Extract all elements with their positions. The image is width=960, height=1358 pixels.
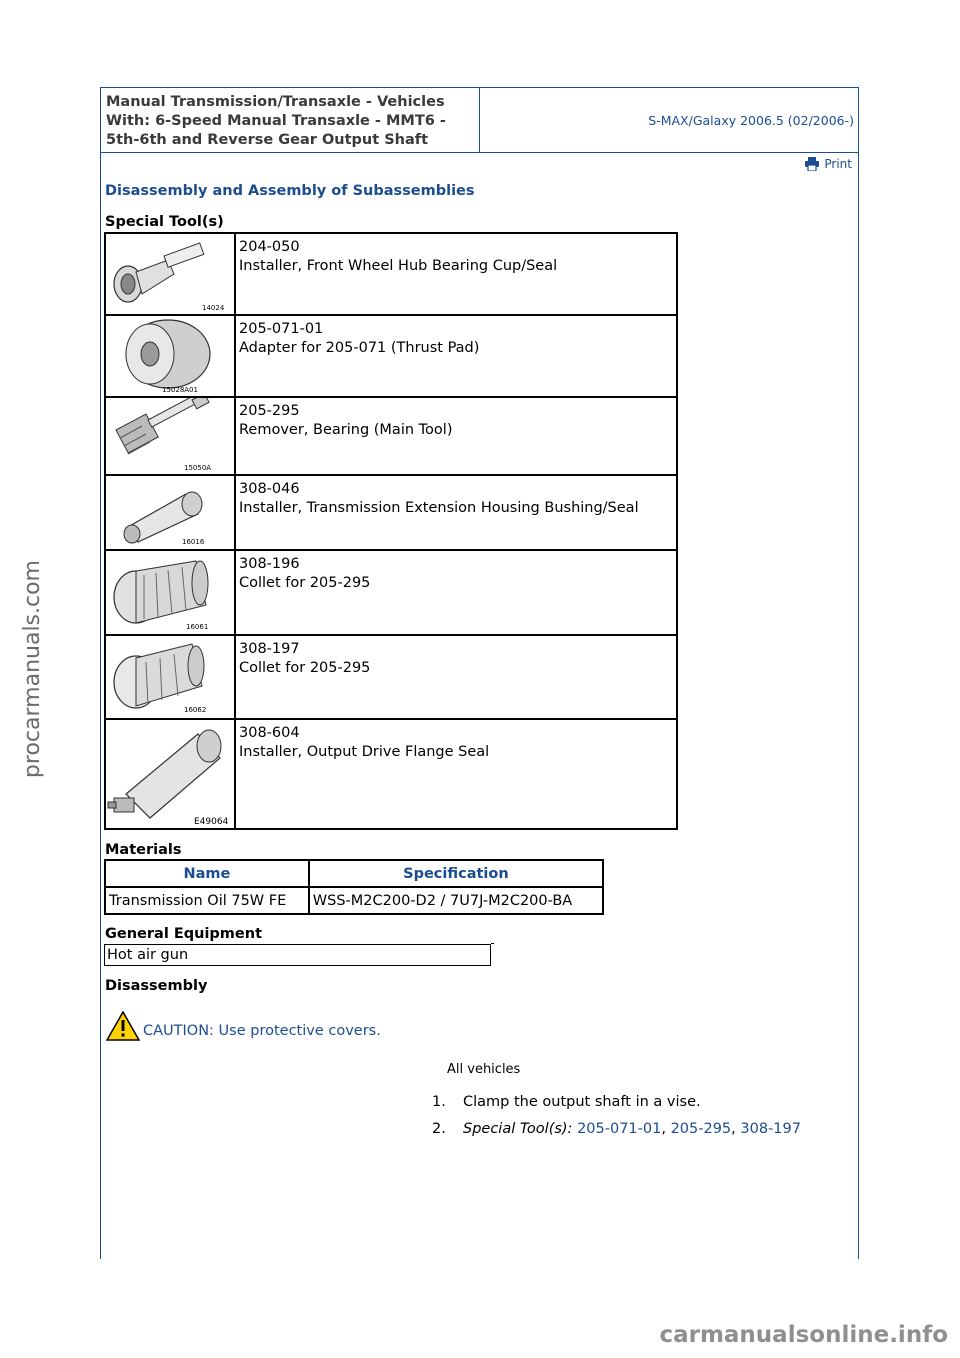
tool-image-cell	[105, 475, 235, 550]
tool-link-205-295[interactable]: 205-295	[670, 1120, 732, 1137]
tool-description-cell	[235, 475, 677, 550]
column-header-specification: Specification	[309, 860, 603, 887]
material-specification: WSS-M2C200-D2 / 7U7J-M2C200-BA	[309, 887, 603, 914]
materials-table	[104, 859, 604, 915]
tool-link-205-071-01[interactable]: 205-071-01	[577, 1120, 662, 1137]
side-watermark-text: procarmanuals.com	[20, 560, 45, 779]
caution-text: CAUTION: Use protective covers.	[143, 1023, 381, 1039]
tool-image-cell	[105, 719, 235, 829]
tool-description: Adapter for 205-071 (Thrust Pad)	[239, 340, 480, 356]
table-row	[105, 475, 677, 550]
table-row	[105, 719, 677, 829]
tool-description-cell	[235, 719, 677, 829]
tool-description: Installer, Front Wheel Hub Bearing Cup/Seal	[239, 258, 558, 274]
special-tools-heading: Special Tool(s)	[105, 214, 224, 230]
seal-installer-tool-icon	[106, 720, 234, 828]
tool-code: 308-196	[239, 556, 300, 572]
tool-description: Installer, Transmission Extension Housing Bushing/Seal	[239, 500, 639, 516]
tool-code: 204-050	[239, 239, 300, 255]
tool-description-cell	[235, 635, 677, 719]
side-watermark	[20, 560, 50, 780]
step-number: 1.	[432, 1093, 446, 1110]
table-row	[105, 635, 677, 719]
special-tools-table	[104, 232, 678, 830]
print-button[interactable]	[804, 157, 852, 171]
print-label: Print	[824, 157, 852, 171]
caution-note	[106, 1011, 381, 1041]
printer-icon	[804, 157, 820, 171]
svg-text:E49064: E49064	[194, 817, 229, 827]
tool-code: 308-604	[239, 725, 300, 741]
step-list	[432, 1088, 801, 1142]
tool-image-cell	[105, 635, 235, 719]
title-line-2: With: 6-Speed Manual Transaxle - MMT6 -	[106, 113, 446, 129]
bearing-remover-tool-icon	[106, 398, 234, 474]
tool-image-cell	[105, 315, 235, 397]
title-line-1: Manual Transmission/Transaxle - Vehicles	[106, 94, 445, 110]
step-1	[432, 1088, 801, 1115]
step-number: 2.	[432, 1120, 446, 1137]
title-line-3: 5th-6th and Reverse Gear Output Shaft	[106, 132, 429, 148]
svg-text:16016: 16016	[182, 538, 205, 546]
tool-code: 205-071-01	[239, 321, 324, 337]
table-row	[105, 233, 677, 315]
material-name: Transmission Oil 75W FE	[105, 887, 309, 914]
warning-triangle-icon	[106, 1011, 140, 1041]
tool-description-cell	[235, 315, 677, 397]
table-row	[105, 315, 677, 397]
step-2: 2. Special Tool(s): 205-071-01 , 205-295 , 308-197	[432, 1120, 801, 1137]
svg-text:14024: 14024	[202, 304, 225, 312]
svg-text:16061: 16061	[186, 623, 209, 631]
section-title: Disassembly and Assembly of Subassemblies	[105, 183, 475, 199]
tool-description: Collet for 205-295	[239, 575, 371, 591]
tool-link-308-197[interactable]: 308-197	[740, 1120, 801, 1137]
disassembly-heading: Disassembly	[105, 978, 208, 994]
bushing-installer-tool-icon	[106, 476, 234, 548]
tool-description-cell	[235, 550, 677, 635]
vehicle-label: S-MAX/Galaxy 2006.5 (02/2006-)	[648, 112, 854, 128]
tool-description-cell	[235, 233, 677, 315]
table-row	[105, 887, 603, 914]
tool-image-cell	[105, 397, 235, 475]
tool-code: 308-197	[239, 641, 300, 657]
hub-installer-tool-icon	[106, 234, 234, 314]
step-text: Clamp the output shaft in a vise.	[463, 1093, 701, 1110]
column-header-name: Name	[105, 860, 309, 887]
materials-heading: Materials	[105, 842, 182, 858]
step-label: Special Tool(s):	[463, 1120, 573, 1137]
equipment-item: Hot air gun	[104, 944, 491, 966]
general-equipment-heading: General Equipment	[105, 926, 263, 942]
document-title	[101, 88, 480, 152]
tool-image-cell	[105, 550, 235, 635]
collet-tool-icon	[106, 636, 234, 716]
collet-tool-icon	[106, 551, 234, 633]
table-row	[105, 397, 677, 475]
thrust-pad-adapter-icon	[106, 316, 234, 396]
table-edge	[491, 943, 494, 944]
tool-description: Collet for 205-295	[239, 660, 371, 676]
tool-code: 205-295	[239, 403, 300, 419]
footer-watermark: carmanualsonline.info	[659, 1322, 948, 1348]
svg-text:15028A01: 15028A01	[162, 386, 198, 394]
svg-text:15050A: 15050A	[184, 464, 212, 472]
tool-image-cell	[105, 233, 235, 315]
svg-text:16062: 16062	[184, 706, 207, 714]
table-header-row	[105, 860, 603, 887]
tool-description: Installer, Output Drive Flange Seal	[239, 744, 490, 760]
tool-code: 308-046	[239, 481, 300, 497]
tool-description-cell	[235, 397, 677, 475]
all-vehicles-label: All vehicles	[447, 1062, 521, 1077]
tool-description: Remover, Bearing (Main Tool)	[239, 422, 453, 438]
document-header	[100, 87, 859, 153]
table-row	[105, 550, 677, 635]
